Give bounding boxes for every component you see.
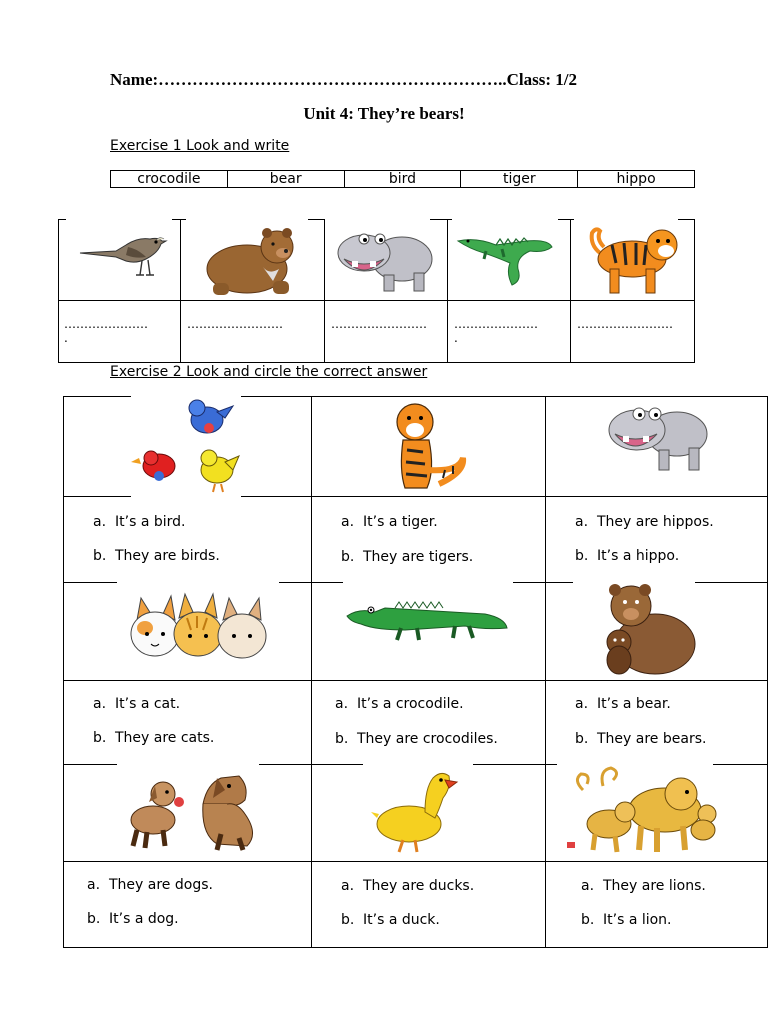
- word-bank: [110, 170, 695, 188]
- option-7b[interactable]: b. It’s a dog.: [87, 911, 179, 927]
- exercise1-grid: [58, 219, 695, 363]
- bird-picture: [76, 231, 170, 287]
- lions-picture: [563, 766, 723, 858]
- option-3a[interactable]: a. They are hippos.: [575, 514, 714, 530]
- cats-picture: [127, 590, 271, 668]
- option-2b[interactable]: b. They are tigers.: [341, 549, 474, 565]
- tiger-picture-2: [379, 400, 475, 494]
- bear-picture: [203, 225, 303, 297]
- page-title: Unit 4: They’re bears!: [303, 104, 465, 123]
- crocodile-picture: [456, 227, 556, 289]
- option-6a[interactable]: a. It’s a bear.: [575, 696, 671, 712]
- exercise2-grid: [63, 396, 768, 948]
- bears-picture: [597, 584, 699, 678]
- option-3b[interactable]: b. It’s a hippo.: [575, 548, 680, 564]
- word-bank-crocodile: crocodile: [137, 171, 201, 187]
- option-9a[interactable]: a. They are lions.: [581, 878, 706, 894]
- option-7a[interactable]: a. They are dogs.: [87, 877, 213, 893]
- option-5a[interactable]: a. It’s a crocodile.: [335, 696, 464, 712]
- word-bank-bear: bear: [227, 171, 344, 187]
- dogs-picture: [117, 764, 261, 852]
- answer-blank-4[interactable]: ………………… .: [454, 317, 538, 345]
- option-9b[interactable]: b. It’s a lion.: [581, 912, 672, 928]
- answer-blank-2[interactable]: ……………………: [187, 317, 283, 331]
- crocodile-picture-2: [345, 596, 509, 646]
- option-2a[interactable]: a. It’s a tiger.: [341, 514, 438, 530]
- birds-picture: [129, 396, 243, 496]
- word-bank-tiger: tiger: [460, 171, 577, 187]
- hippos-picture: [605, 400, 717, 476]
- option-8a[interactable]: a. They are ducks.: [341, 878, 475, 894]
- option-4b[interactable]: b. They are cats.: [93, 730, 215, 746]
- word-bank-bird: bird: [344, 171, 461, 187]
- duck-picture: [369, 768, 459, 854]
- answer-blank-5[interactable]: ……………………: [577, 317, 673, 331]
- exercise2-heading: Exercise 2 Look and circle the correct answer: [110, 364, 428, 380]
- option-4a[interactable]: a. It’s a cat.: [93, 696, 181, 712]
- answer-blank-3[interactable]: ……………………: [331, 317, 427, 331]
- option-8b[interactable]: b. It’s a duck.: [341, 912, 440, 928]
- exercise1-heading: Exercise 1 Look and write: [110, 138, 290, 154]
- name-class-line: Name:……………………………………………………..Class: 1/2: [110, 70, 578, 89]
- answer-blank-1[interactable]: ………………… .: [64, 317, 148, 345]
- option-5b[interactable]: b. They are crocodiles.: [335, 731, 498, 747]
- option-1b[interactable]: b. They are birds.: [93, 548, 220, 564]
- word-bank-hippo: hippo: [577, 171, 694, 187]
- option-1a[interactable]: a. It’s a bird.: [93, 514, 186, 530]
- tiger-picture: [582, 223, 682, 297]
- option-6b[interactable]: b. They are bears.: [575, 731, 707, 747]
- hippo-picture: [334, 225, 438, 295]
